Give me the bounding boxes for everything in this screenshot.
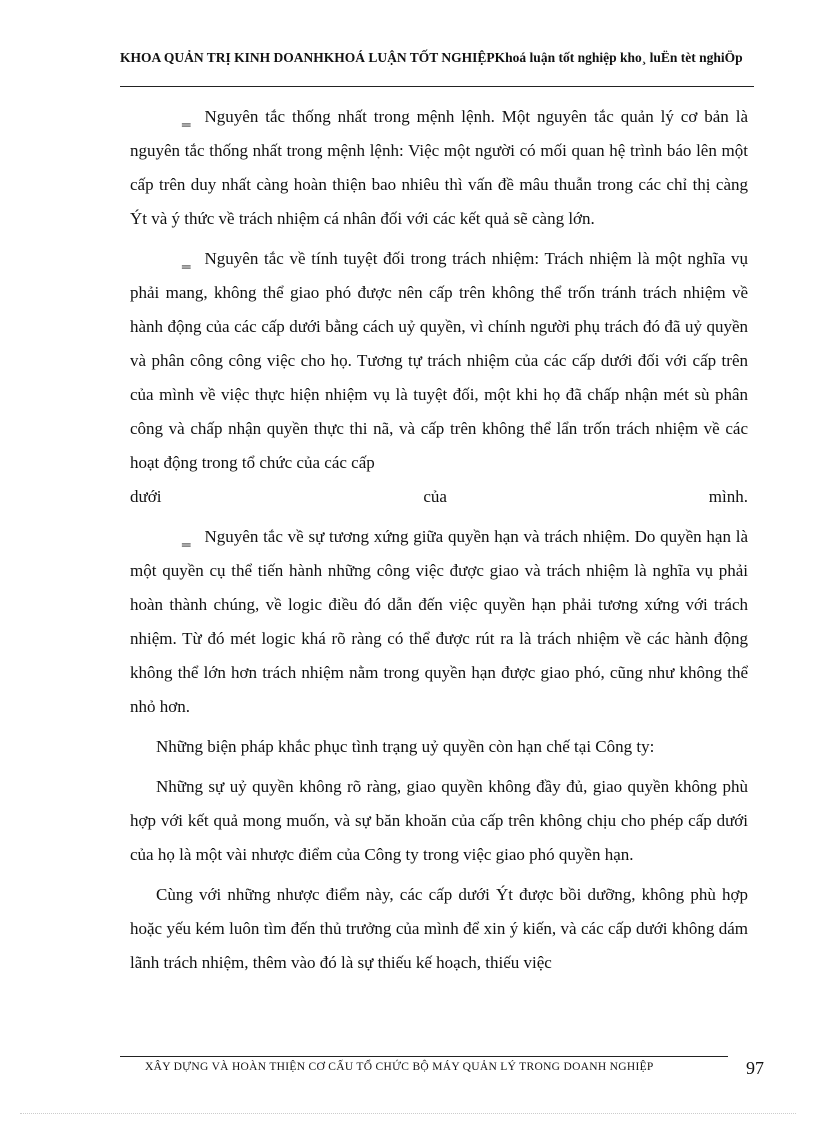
header-rule: [120, 86, 754, 87]
paragraph-spread-line: [130, 480, 748, 514]
page-footer: XÂY DỰNG VÀ HOÀN THIỆN CƠ CẤU TỔ CHỨC BỘ MÁY QUẢN LÝ TRONG DOANH NGHIỆP: [145, 1061, 654, 1073]
paragraph-remedies-heading: Những biện pháp khắc phục tình trạng uỷ quyền còn hạn chế tại Công ty:: [156, 737, 655, 756]
document-body: [130, 100, 748, 980]
paragraph-parity-authority: [130, 520, 748, 724]
spread-word: của: [423, 487, 447, 506]
paragraph-unity-of-command: [130, 100, 748, 236]
page-number: 97: [746, 1058, 764, 1078]
paragraph-absolute-responsibility: [130, 242, 748, 480]
paragraph-text: Nguyên tắc về tính tuyệt đối trong trách nhiệm: Trách nhiệm là một nghĩa vụ phải mang, không thể giao phó được nên cấp trên không thể trốn tránh trách nhiệm về hành động của các cấp dưới bằng cách uỷ quyền, vì chính người phụ trách đó đã uỷ quyền và phân công công việc cho họ. Tương tự trách nhiệm của các cấp dưới đối với cấp trên của mình về việc thực hiện nhiệm vụ là tuyệt đối, một khi họ đã chấp nhận mét sù phân công và chấp nhận quyền thực thi nã, và cấp trên không thể lẩn trốn trách nhiệm về các hoạt động trong tổ chức của các cấp: [130, 249, 748, 472]
spread-word: dưới: [130, 487, 162, 506]
paragraph-text: Nguyên tắc về sự tương xứng giữa quyền hạn và trách nhiệm. Do quyền hạn là một quyền cụ thể tiến hành những công việc được giao và trách nhiệm là nghĩa vụ phải hoàn thành chúng, về logic điều đó dẫn đến việc quyền hạn phải tương xứng với trách nhiệm. Từ đó mét logic khá rõ ràng có thể được rút ra là trách nhiệm về các hành động không thể lớn hơn trách nhiệm nằm trong quyền hạn được giao phó, cũng như không thể nhỏ hơn.: [130, 527, 748, 716]
paragraph-subordinate-weaknesses: Cùng với những nhược điểm này, các cấp dưới Ýt được bồi dưỡng, không phù hợp hoặc yếu kém luôn tìm đến thủ trưởng của mình để xin ý kiến, và các cấp dưới không dám lãnh trách nhiệm, thêm vào đó là sự thiếu kế hoạch, thiếu việc: [130, 885, 748, 972]
page-header: KHOA QUẢN TRỊ KINH DOANHKHOÁ LUẬN TỐT NGHIỆPKhoá luận tốt nghiệp kho¸ luËn tèt nghiÖp: [120, 50, 743, 65]
bullet-dash: ‗: [182, 527, 191, 546]
paragraph-delegation-weaknesses: Những sự uỷ quyền không rõ ràng, giao quyền không đầy đủ, giao quyền không phù hợp với kết quả mong muốn, và sự băn khoăn của cấp trên không chịu cho phép cấp dưới của họ là một vài nhược điểm của Công ty trong việc giao phó quyền hạn.: [130, 777, 748, 864]
bullet-dash: ‗: [182, 249, 191, 268]
footer-rule: [120, 1056, 728, 1057]
spread-word: mình.: [708, 487, 748, 506]
page-edge-divider: [20, 1113, 796, 1114]
paragraph-text: Nguyên tắc thống nhất trong mệnh lệnh. Một nguyên tắc quản lý cơ bản là nguyên tắc thống nhất trong mệnh lệnh: Việc một người có mối quan hệ trình báo lên một cấp trên duy nhất càng hoàn thiện bao nhiêu thì vấn đề mâu thuẫn trong các chỉ thị càng Ýt và ý thức về trách nhiệm cá nhân đối với các kết quả sẽ càng lớn.: [130, 107, 748, 228]
bullet-dash: ‗: [182, 107, 191, 126]
